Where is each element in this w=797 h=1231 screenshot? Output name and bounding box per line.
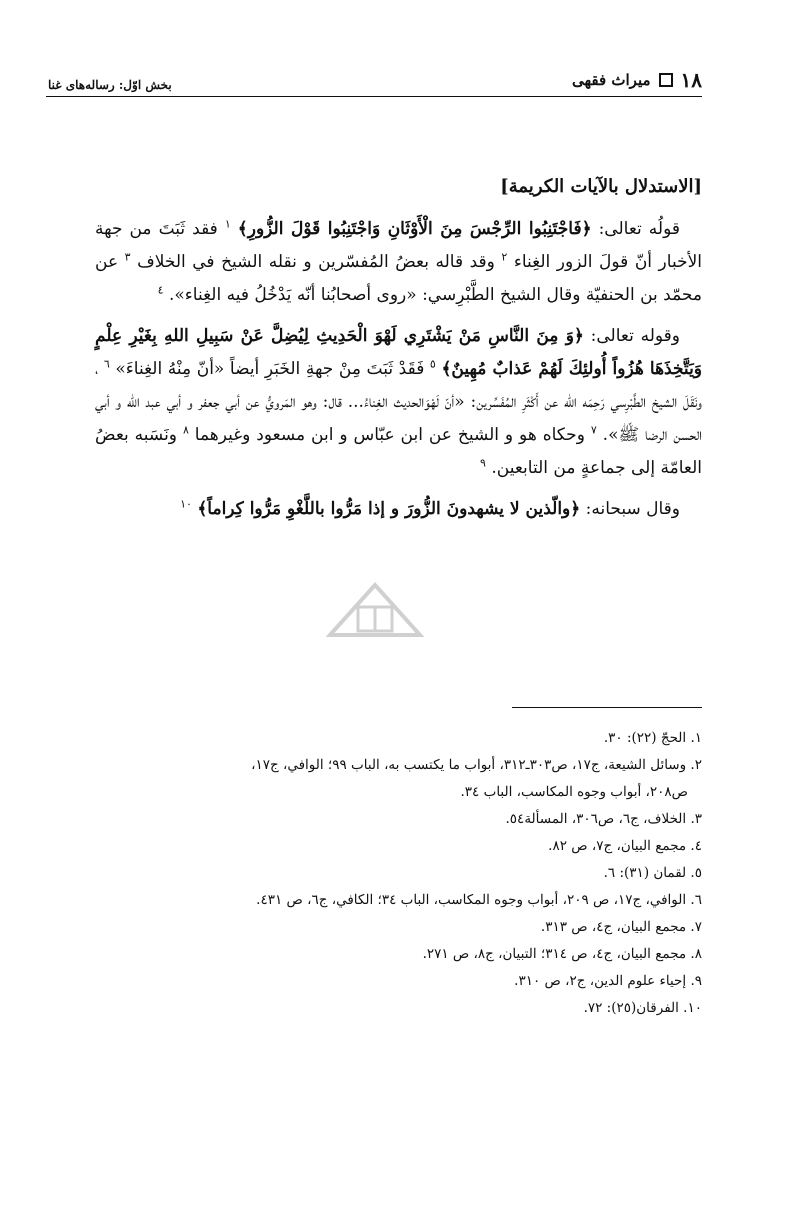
paragraph-3: [95, 493, 702, 526]
footnote-ref-5: ٥: [429, 357, 436, 371]
p1-text-a: فقد ثَبَتَ من جهة الأخبار أنّ قولَ الزور الغِناء: [95, 219, 702, 272]
footnote-ref-4: ٤: [157, 283, 164, 297]
footnote-2-continued: ص٢٠٨، أبواب وجوه المكاسب، الباب ٣٤.: [460, 784, 688, 800]
footnote-ref-9: ٩: [480, 456, 486, 470]
footnote-ref-1: ١: [224, 217, 231, 231]
footnote-10: ١٠. الفرقان(٢٥): ٧٢.: [583, 1000, 702, 1016]
quran-verse-1: ﴿فَاجْتَنِبُوا الرِّجْسَ مِنَ الْأَوْثَانِ وَاجْتَنِبُوا قَوْلَ الزُّورِ﴾: [237, 219, 592, 239]
footnote-ref-7: ٧: [590, 423, 597, 437]
p2-text-d: ونَسَبه بعضُ العامّة إلى جماعةٍ من التابعين.: [95, 425, 702, 478]
main-text: [95, 170, 702, 534]
paragraph-2: [95, 320, 702, 485]
square-bullet-icon: [659, 73, 673, 87]
footnote-rule: [512, 707, 702, 708]
footnote-8: ٨. مجمع البيان، ج٤، ص ٣١٤؛ التبيان، ج٨، ص ٢٧١.: [422, 946, 702, 962]
running-title: میراث فقهی: [571, 71, 651, 89]
quran-verse-3: ﴿والّذين لا يشهدونَ الزُّورَ و إذا مَرُّوا باللَّغْوِ مَرُّوا كِراماً﴾: [197, 499, 581, 519]
footnote-5: ٥. لقمان (٣١): ٦.: [603, 865, 702, 881]
footnote-ref-6: ٦: [103, 357, 110, 371]
header-rule: [46, 96, 702, 97]
p2-text-a: فَقَدْ ثَبَتَ مِنْ جهةِ الخَبَرِ أيضاً «أنّ مِنْهُ الغِناءَ»: [115, 359, 425, 379]
p1-lead: قولُه تعالى:: [591, 219, 681, 239]
paragraph-1: [95, 213, 702, 312]
p1-text-b: وقد قاله بعضُ المُفسّرين و نقله الشيخ في الخلاف: [137, 252, 495, 272]
footnote-6: ٦. الوافي، ج١٧، ص ٢٠٩، أبواب وجوه المكاسب، الباب ٣٤؛ الكافي، ج٦، ص ٤٣١.: [256, 892, 702, 908]
footnote-ref-3: ٣: [124, 250, 131, 264]
p2-text-b: ، ونَقَلَ الشيخ الطَّبْرِسي رَحِمَه الله عن أَكْثَرِ المُفَسِّرين: «أنّ لَهْوَالحديث الغِناءُ... قال: وهو المَرويُّ عن أبي جعفر و أبي عبد الله و أبي الحسن الرضا ﷺ».: [95, 359, 703, 445]
page-number: ۱۸: [680, 68, 702, 92]
library-watermark-icon: [320, 575, 430, 645]
p3-lead: وقال سبحانه:: [580, 499, 680, 519]
footnote-ref-10: ١٠: [180, 497, 192, 511]
footnote-9: ٩. إحياء علوم الدين، ج٢، ص ٣١٠.: [514, 973, 702, 989]
quran-verse-2: ﴿وَ مِنَ النَّاسِ مَنْ يَشْتَرِي لَهْوَ الْحَدِيثِ لِيُضِلَّ عَنْ سَبِيلِ اللهِ بِغَيْرِ عِلْمٍ وَيَتَّخِذَهَا هُزُواً أُولئِكَ لَهُمْ عَذابٌ مُهِينٌ﴾: [95, 326, 703, 379]
footnote-2: ٢. وسائل الشيعة، ج١٧، ص٣٠٣ـ٣١٢، أبواب ما يكتسب به، الباب ٩٩؛ الوافي، ج١٧،: [251, 757, 702, 773]
footnote-ref-2: ٢: [501, 250, 508, 264]
footnote-1: ١. الحجّ (٢٢): ٣٠.: [603, 730, 702, 746]
p1-text-c: عن محمّد بن الحنفيّة وقال الشيخ الطَّبْرِسي: «روى أصحابُنا أنّه يَدْخُلُ فيه الغِناء».: [95, 252, 702, 305]
footnote-4: ٤. مجمع البيان، ج٧، ص ٨٢.: [548, 838, 702, 854]
header-right: [572, 68, 702, 92]
part-title: بخش اوّل: رساله‌های غنا: [48, 78, 172, 92]
p2-lead: وقوله تعالى:: [583, 326, 680, 346]
footnote-ref-8: ٨: [182, 423, 189, 437]
section-heading: [الاستدلال بالآيات الكريمة]: [500, 176, 702, 197]
footnotes: [95, 725, 702, 1022]
page-header: [48, 62, 702, 92]
footnote-3: ٣. الخلاف، ج٦، ص٣٠٦، المسألة٥٤.: [505, 811, 702, 827]
footnote-7: ٧. مجمع البيان، ج٤، ص ٣١٣.: [540, 919, 702, 935]
p2-text-c: وحكاه هو و الشيخ عن ابن عبّاس و ابن مسعود وغيرهما: [194, 425, 585, 445]
